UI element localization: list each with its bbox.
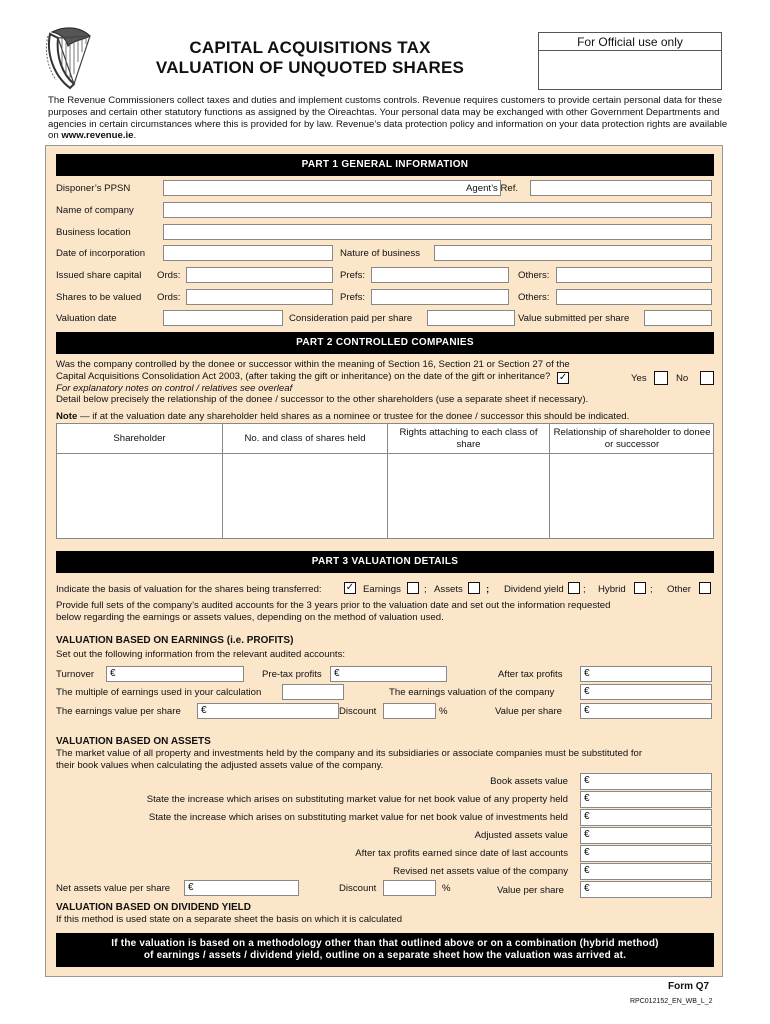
consideration-field[interactable] xyxy=(427,310,515,326)
date-of-incorporation-label: Date of incorporation xyxy=(56,248,146,259)
assets-discount-label: Discount xyxy=(339,883,377,894)
shares-to-be-valued-label: Shares to be valued xyxy=(56,292,142,303)
valued-ords-label: Ords: xyxy=(157,292,181,303)
notice-text: The Revenue Commissioners collect taxes and duties and implement customs controls. Revenue requires customers to provide certain personal data for these purposes and certain other statutory functions as assigned by the Oireachtas. Your personal data may be exchanged with other Government Departments and agencies in certain circumstances where this is provided for by law. Revenue’s data protection policy and information on your data protection rights are available on xyxy=(48,95,728,142)
basis-separator: ; xyxy=(650,584,653,595)
business-location-field[interactable] xyxy=(163,224,712,240)
property-increase-label: State the increase which arises on substituting market value for net book value of any property held xyxy=(146,794,568,805)
part2-heading: PART 2 CONTROLLED COMPANIES xyxy=(56,332,714,354)
consideration-label: Consideration paid per share xyxy=(289,313,413,324)
form-panel xyxy=(45,145,723,977)
earnings-subtext: Set out the following information from the relevant audited accounts: xyxy=(56,649,346,660)
dividend-yield-checkbox[interactable] xyxy=(568,582,580,594)
valued-others-field[interactable] xyxy=(556,289,712,305)
multiple-field[interactable] xyxy=(282,684,344,700)
name-of-company-label: Name of company xyxy=(56,205,134,216)
assets-checkbox[interactable] xyxy=(468,582,480,594)
accounts-instruction-line-1: Provide full sets of the company’s audited accounts for the 3 years prior to the valuation date and set out the information requested xyxy=(56,600,611,611)
yes-label: Yes xyxy=(631,373,647,384)
revenue-link[interactable]: www.revenue.ie xyxy=(61,130,134,142)
issued-others-field[interactable] xyxy=(556,267,712,283)
business-location-label: Business location xyxy=(56,227,131,238)
valuation-date-label: Valuation date xyxy=(56,313,117,324)
revised-net-assets-field[interactable]: € xyxy=(580,863,712,880)
title-line-2: VALUATION OF UNQUOTED SHARES xyxy=(155,58,465,77)
valuation-date-field[interactable] xyxy=(163,310,283,326)
basis-separator: ; xyxy=(583,584,586,595)
basis-dividend-label: Dividend yield xyxy=(504,584,564,595)
other-checkbox[interactable] xyxy=(699,582,711,594)
earnings-value-per-share-final-field[interactable]: € xyxy=(580,703,712,719)
rights-cell[interactable] xyxy=(388,455,549,538)
net-assets-per-share-label: Net assets value per share xyxy=(56,883,171,894)
earnings-discount-field[interactable] xyxy=(383,703,436,719)
assets-text-line-1: The market value of all property and investments held by the company and its subsidiaries or associate companies must be substituted for xyxy=(56,748,643,759)
earnings-value-per-share-label: The earnings value per share xyxy=(56,706,181,717)
nominee-note xyxy=(56,411,716,423)
earnings-valuation-field[interactable]: € xyxy=(580,684,712,700)
agents-ref-field[interactable] xyxy=(530,180,712,196)
shareholder-cell[interactable] xyxy=(57,455,222,538)
assets-percent-label: % xyxy=(442,883,451,894)
turnover-field[interactable]: € xyxy=(106,666,244,682)
earnings-valuation-label: The earnings valuation of the company xyxy=(389,687,555,698)
property-increase-field[interactable]: € xyxy=(580,791,712,808)
assets-heading: VALUATION BASED ON ASSETS xyxy=(56,736,211,747)
assets-value-per-share-field[interactable]: € xyxy=(580,881,712,898)
date-of-incorporation-field[interactable] xyxy=(163,245,333,261)
shareholders-table xyxy=(56,423,714,539)
earnings-discount-label: Discount xyxy=(339,706,377,717)
disponer-ppsn-field[interactable] xyxy=(163,180,501,196)
part3-heading: PART 3 VALUATION DETAILS xyxy=(56,551,714,573)
pretax-label: Pre-tax profits xyxy=(262,669,322,680)
control-question-line-2 xyxy=(56,371,676,383)
issued-share-capital-label: Issued share capital xyxy=(56,270,142,281)
earnings-checkbox[interactable] xyxy=(407,582,419,594)
yes-checkbox[interactable] xyxy=(654,371,668,385)
pretax-field[interactable]: € xyxy=(330,666,447,682)
valued-prefs-field[interactable] xyxy=(371,289,509,305)
after-tax-profits-since-label: After tax profits earned since date of last accounts xyxy=(355,848,568,859)
control-question xyxy=(56,359,676,406)
valued-ords-field[interactable] xyxy=(186,289,333,305)
name-of-company-field[interactable] xyxy=(163,202,712,218)
basis-other-label: Other xyxy=(667,584,691,595)
adjusted-assets-label: Adjusted assets value xyxy=(474,830,568,841)
no-label: No xyxy=(676,373,689,384)
harp-emblem-icon xyxy=(40,24,98,92)
data-protection-notice xyxy=(48,95,728,142)
hybrid-method-notice xyxy=(56,933,714,967)
explanatory-notes: For explanatory notes on control / relatives see overleaf xyxy=(56,382,293,394)
hybrid-checkbox[interactable] xyxy=(634,582,646,594)
earnings-percent-label: % xyxy=(439,706,448,717)
assets-discount-field[interactable] xyxy=(383,880,436,896)
after-tax-profits-since-field[interactable]: € xyxy=(580,845,712,862)
issued-prefs-field[interactable] xyxy=(371,267,509,283)
multiple-label: The multiple of earnings used in your calculation xyxy=(56,687,262,698)
aftertax-label: After tax profits xyxy=(498,669,563,680)
part1-heading: PART 1 GENERAL INFORMATION xyxy=(56,154,714,176)
control-question-line-1: Was the company controlled by the donee or successor within the meaning of Section 16, Section 21 or Section 27 of the xyxy=(56,359,570,370)
question-checkmark-icon: ✓ xyxy=(558,371,568,383)
basis-hybrid-label: Hybrid xyxy=(598,584,626,595)
column-header-relationship: Relationship of shareholder to donee or successor xyxy=(550,424,714,454)
turnover-label: Turnover xyxy=(56,669,95,680)
value-submitted-label: Value submitted per share xyxy=(518,313,630,324)
agents-ref-label: Agent’s Ref. xyxy=(466,183,519,194)
basis-checkmark-icon: ✓ xyxy=(345,582,355,593)
earnings-value-per-share-final-label: Value per share xyxy=(495,706,563,717)
official-use-label: For Official use only xyxy=(539,33,721,51)
basis-earnings-label: Earnings xyxy=(363,584,401,595)
nature-of-business-field[interactable] xyxy=(434,245,712,261)
form-reference: RPC012152_EN_WB_L_2 xyxy=(630,998,713,1005)
nature-of-business-label: Nature of business xyxy=(340,248,420,259)
earnings-heading: VALUATION BASED ON EARNINGS (i.e. PROFITS) xyxy=(56,635,294,646)
accounts-instruction-line-2: below regarding the earnings or assets values, depending on the method of valuation used. xyxy=(56,611,444,623)
hybrid-notice-line-1: If the valuation is based on a methodology other than that outlined above or on a combination (hybrid method) xyxy=(111,938,659,949)
detail-instruction: Detail below precisely the relationship of the donee / successor to the other shareholders (use a separate sheet if necessary). xyxy=(56,394,589,405)
disponer-ppsn-label: Disponer’s PPSN xyxy=(56,183,131,194)
shares-held-cell[interactable] xyxy=(223,455,387,538)
column-header-rights: Rights attaching to each class of share xyxy=(388,424,549,454)
basis-separator: ; xyxy=(486,584,490,595)
assets-text xyxy=(56,748,716,771)
hybrid-notice-line-2: of earnings / assets / dividend yield, outline on a separate sheet how the valuation was arrived at. xyxy=(143,950,627,961)
note-label: Note xyxy=(56,411,78,422)
valued-prefs-label: Prefs: xyxy=(340,292,366,303)
form-title xyxy=(110,38,510,78)
notice-end: . xyxy=(133,130,137,142)
adjusted-assets-field[interactable]: € xyxy=(580,827,712,844)
issued-ords-field[interactable] xyxy=(186,267,333,283)
issued-others-label: Others: xyxy=(518,270,550,281)
issued-ords-label: Ords: xyxy=(157,270,181,281)
no-checkbox[interactable] xyxy=(700,371,714,385)
basis-label: Indicate the basis of valuation for the shares being transferred: xyxy=(56,584,322,595)
control-question-text: Capital Acquisitions Consolidation Act 2003, (after taking the gift or inheritance) on the date of the gift or inheritance? xyxy=(56,370,551,382)
book-assets-field[interactable]: € xyxy=(580,773,712,790)
net-assets-per-share-field[interactable]: € xyxy=(184,880,299,896)
issued-prefs-label: Prefs: xyxy=(340,270,366,281)
dividend-text: If this method is used state on a separate sheet the basis on which it is calculated xyxy=(56,914,403,925)
form-id: Form Q7 xyxy=(668,981,710,992)
column-header-shares-held: No. and class of shares held xyxy=(223,424,387,454)
earnings-value-per-share-field[interactable]: € xyxy=(197,703,339,719)
value-submitted-field[interactable] xyxy=(644,310,712,326)
valued-others-label: Others: xyxy=(518,292,550,303)
official-use-box xyxy=(538,32,722,90)
relationship-cell[interactable] xyxy=(550,455,714,538)
book-assets-label: Book assets value xyxy=(490,776,568,787)
title-line-1: CAPITAL ACQUISITIONS TAX xyxy=(189,38,431,57)
aftertax-field[interactable]: € xyxy=(580,666,712,682)
accounts-instruction xyxy=(56,600,716,623)
basis-separator: ; xyxy=(424,584,427,595)
revised-net-assets-label: Revised net assets value of the company xyxy=(393,866,568,877)
basis-assets-label: Assets xyxy=(434,584,463,595)
investments-increase-field[interactable]: € xyxy=(580,809,712,826)
column-header-shareholder: Shareholder xyxy=(57,424,222,454)
assets-value-per-share-label: Value per share xyxy=(497,885,565,896)
note-text: — if at the valuation date any shareholder held shares as a nominee or trustee for the donee / successor this should be indicated. xyxy=(77,411,630,422)
investments-increase-label: State the increase which arises on substituting market value for net book value of investments held xyxy=(148,812,568,823)
dividend-heading: VALUATION BASED ON DIVIDEND YIELD xyxy=(56,902,252,913)
assets-text-line-2: their book values when calculating the adjusted assets value of the company. xyxy=(56,759,384,771)
